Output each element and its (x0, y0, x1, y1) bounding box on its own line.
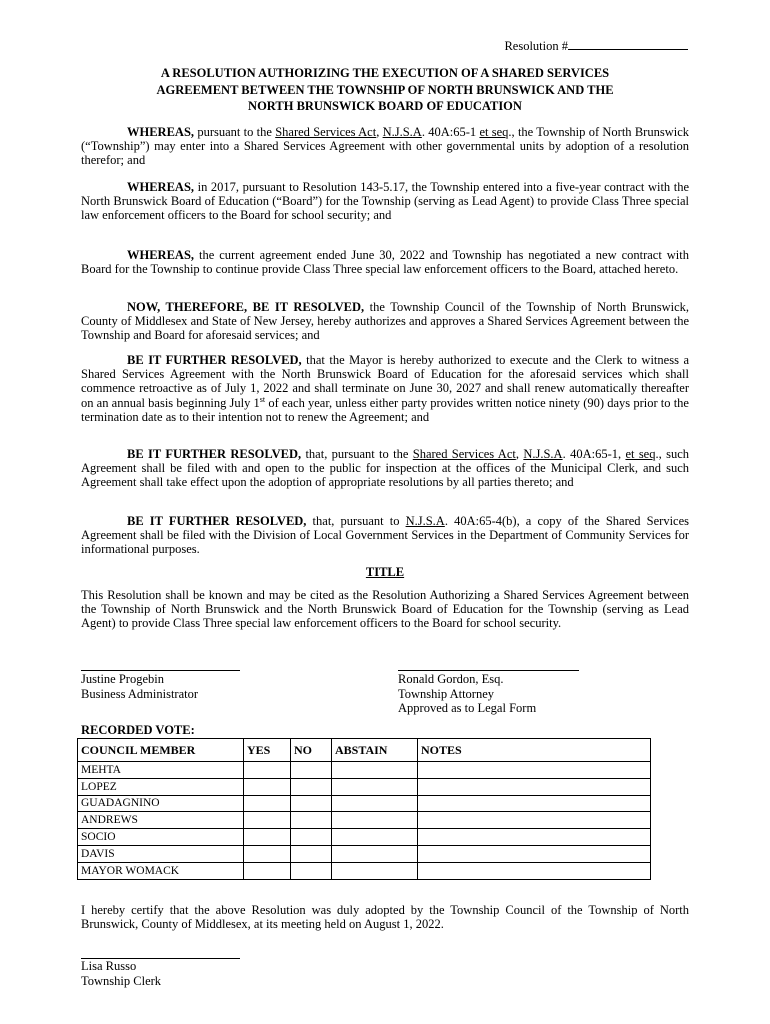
signer-name: Ronald Gordon, Esq. (398, 672, 504, 686)
paragraph-text: pursuant to the (194, 125, 276, 139)
notes-cell (418, 862, 651, 879)
recorded-vote-table (77, 738, 651, 880)
signer-title: Township Clerk (81, 973, 162, 988)
table-row (78, 762, 651, 779)
yes-cell (244, 862, 291, 879)
signature-line-administrator (81, 670, 240, 671)
signer-title: Business Administrator (81, 686, 199, 701)
table-row (78, 845, 651, 862)
table-row (78, 795, 651, 812)
notes-cell (418, 778, 651, 795)
table-row (78, 812, 651, 829)
paragraph-text: that the Mayor is hereby authorized to execute and the Clerk to witness a Shared Services Agreement with the North Brunswick Board of Education for the aforesaid services which shall commence retroactive as of July 1, 2022 and shall terminate on June 30, 2027 and shall renew automatically thereafter on an annual basis beginning July 1 (81, 353, 689, 410)
paragraph-text: , (515, 447, 524, 461)
statute-reference: et seq (625, 447, 656, 461)
council-member-name: GUADAGNINO (78, 795, 244, 812)
paragraph-text: that, pursuant to (306, 514, 406, 528)
notes-cell (418, 812, 651, 829)
header-yes: YES (244, 739, 291, 762)
statute-reference: et seq (479, 125, 509, 139)
clerk-signature-block (81, 959, 161, 988)
statute-reference: N.J.S.A (405, 514, 445, 528)
section-title: TITLE (365, 565, 405, 579)
council-member-name: MAYOR WOMACK (78, 862, 244, 879)
recorded-vote-label: RECORDED VOTE: (81, 723, 195, 737)
header-notes: NOTES (418, 739, 651, 762)
resolution-number (504, 37, 688, 54)
paragraph-text: the current agreement ended June 30, 2022 and Township has negotiated a new contract with Board for the Township to continue provide Class Three special law enforcement officers to the Board, attached hereto. (81, 248, 689, 277)
whereas-paragraph-1 (81, 125, 689, 168)
paragraph-lead: BE IT FURTHER RESOLVED, (127, 514, 307, 528)
paragraph-text: ., the Township of North Brunswick (“Township”) may enter into a Shared Services Agreement with other governmental units by adoption of a resolution therefor; and (81, 125, 689, 168)
attorney-signature-block (398, 672, 536, 716)
notes-cell (418, 762, 651, 779)
no-cell (291, 845, 332, 862)
paragraph-text: in 2017, pursuant to Resolution 143-5.17, the Township entered into a five-year contract with the North Brunswick Board of Education (“Board”) for the Township (serving as Lead Agent) to provide Class Three special law enforcement officers to the Board for school security; and (81, 180, 689, 223)
council-member-name: DAVIS (78, 845, 244, 862)
yes-cell (244, 829, 291, 846)
paragraph-lead: WHEREAS, (127, 180, 195, 194)
whereas-paragraph-3 (81, 248, 689, 276)
resolved-paragraph (81, 300, 689, 343)
certification-paragraph: I hereby certify that the above Resolution was duly adopted by the Township Council of the Township of North Brunswick, County of Middlesex, at its meeting held on August 1, 2022. (81, 903, 689, 932)
title-line: NORTH BRUNSWICK BOARD OF EDUCATION (248, 99, 522, 113)
paragraph-lead: NOW, THEREFORE, BE IT RESOLVED, (127, 300, 365, 314)
council-member-name: ANDREWS (78, 812, 244, 829)
paragraph-text: . 40A:65-1 (421, 125, 480, 139)
paragraph-lead: WHEREAS, (127, 248, 195, 262)
abstain-cell (332, 829, 418, 846)
no-cell (291, 829, 332, 846)
header-council-member: COUNCIL MEMBER (78, 739, 244, 762)
yes-cell (244, 795, 291, 812)
title-paragraph: This Resolution shall be known and may be cited as the Resolution Authorizing a Shared Services Agreement between the Township of North Brunswick and the North Brunswick Board of Education for the Township (serving as Lead Agent) to provide Class Three special law enforcement officers to the Board for school security. (81, 588, 689, 631)
abstain-cell (332, 862, 418, 879)
further-resolved-paragraph-1 (81, 353, 689, 424)
paragraph-lead: BE IT FURTHER RESOLVED, (127, 353, 302, 367)
yes-cell (244, 778, 291, 795)
notes-cell (418, 845, 651, 862)
resolution-number-label: Resolution # (504, 39, 568, 53)
no-cell (291, 778, 332, 795)
paragraph-text: of each year, unless either party provides written notice ninety (90) days prior to the termination date as to their intention not to renew the Agreement; and (81, 395, 689, 424)
table-row (78, 778, 651, 795)
abstain-cell (332, 762, 418, 779)
notes-cell (418, 795, 651, 812)
paragraph-lead: BE IT FURTHER RESOLVED, (127, 447, 302, 461)
document-title (81, 65, 689, 115)
statute-reference: N.J.S.A (523, 447, 563, 461)
signer-title: Township Attorney (398, 686, 494, 701)
signer-name: Lisa Russo (81, 959, 137, 973)
further-resolved-paragraph-2 (81, 447, 689, 490)
council-member-name: SOCIO (78, 829, 244, 846)
no-cell (291, 762, 332, 779)
paragraph-text: that, pursuant to the (301, 447, 413, 461)
whereas-paragraph-2 (81, 180, 689, 223)
table-row (78, 829, 651, 846)
administrator-signature-block (81, 672, 198, 701)
paragraph-text: . 40A:65-4(b), a copy of the Shared Services Agreement shall be filed with the Division of Local Government Services in the Department of Community Services for informational purposes. (81, 514, 690, 557)
abstain-cell (332, 812, 418, 829)
title-line: A RESOLUTION AUTHORIZING THE EXECUTION OF A SHARED SERVICES (160, 66, 610, 80)
notes-cell (418, 829, 651, 846)
table-row (78, 862, 651, 879)
no-cell (291, 812, 332, 829)
statute-reference: N.J.S.A (382, 125, 422, 139)
signer-name: Justine Progebin (81, 672, 164, 686)
no-cell (291, 795, 332, 812)
abstain-cell (332, 778, 418, 795)
abstain-cell (332, 845, 418, 862)
header-no: NO (291, 739, 332, 762)
paragraph-text: . 40A:65-1, (562, 447, 626, 461)
statute-reference: Shared Services Act (275, 125, 377, 139)
ordinal-suffix: st (259, 394, 266, 404)
council-member-name: LOPEZ (78, 778, 244, 795)
paragraph-lead: WHEREAS, (127, 125, 195, 139)
statute-reference: Shared Services Act (412, 447, 516, 461)
no-cell (291, 862, 332, 879)
yes-cell (244, 812, 291, 829)
further-resolved-paragraph-3 (81, 514, 689, 557)
yes-cell (244, 762, 291, 779)
council-member-name: MEHTA (78, 762, 244, 779)
header-abstain: ABSTAIN (332, 739, 418, 762)
paragraph-text: ., such Agreement shall be filed with and open to the public for inspection at the offices of the Municipal Clerk, and such Agreement shall take effect upon the adoption of appropriate resolutions by all parties thereto; and (81, 447, 689, 490)
resolution-number-blank (568, 37, 688, 50)
signature-line-attorney (398, 670, 579, 671)
title-line: AGREEMENT BETWEEN THE TOWNSHIP OF NORTH BRUNSWICK AND THE (156, 82, 614, 97)
paragraph-text: the Township Council of the Township of North Brunswick, County of Middlesex and State of New Jersey, hereby authorizes and approves a Shared Services Agreement between the Township and Board for aforesaid services; and (81, 300, 690, 343)
signer-note: Approved as to Legal Form (398, 701, 537, 715)
paragraph-text: , (376, 125, 383, 139)
vote-table-header-row (78, 739, 651, 762)
abstain-cell (332, 795, 418, 812)
yes-cell (244, 845, 291, 862)
